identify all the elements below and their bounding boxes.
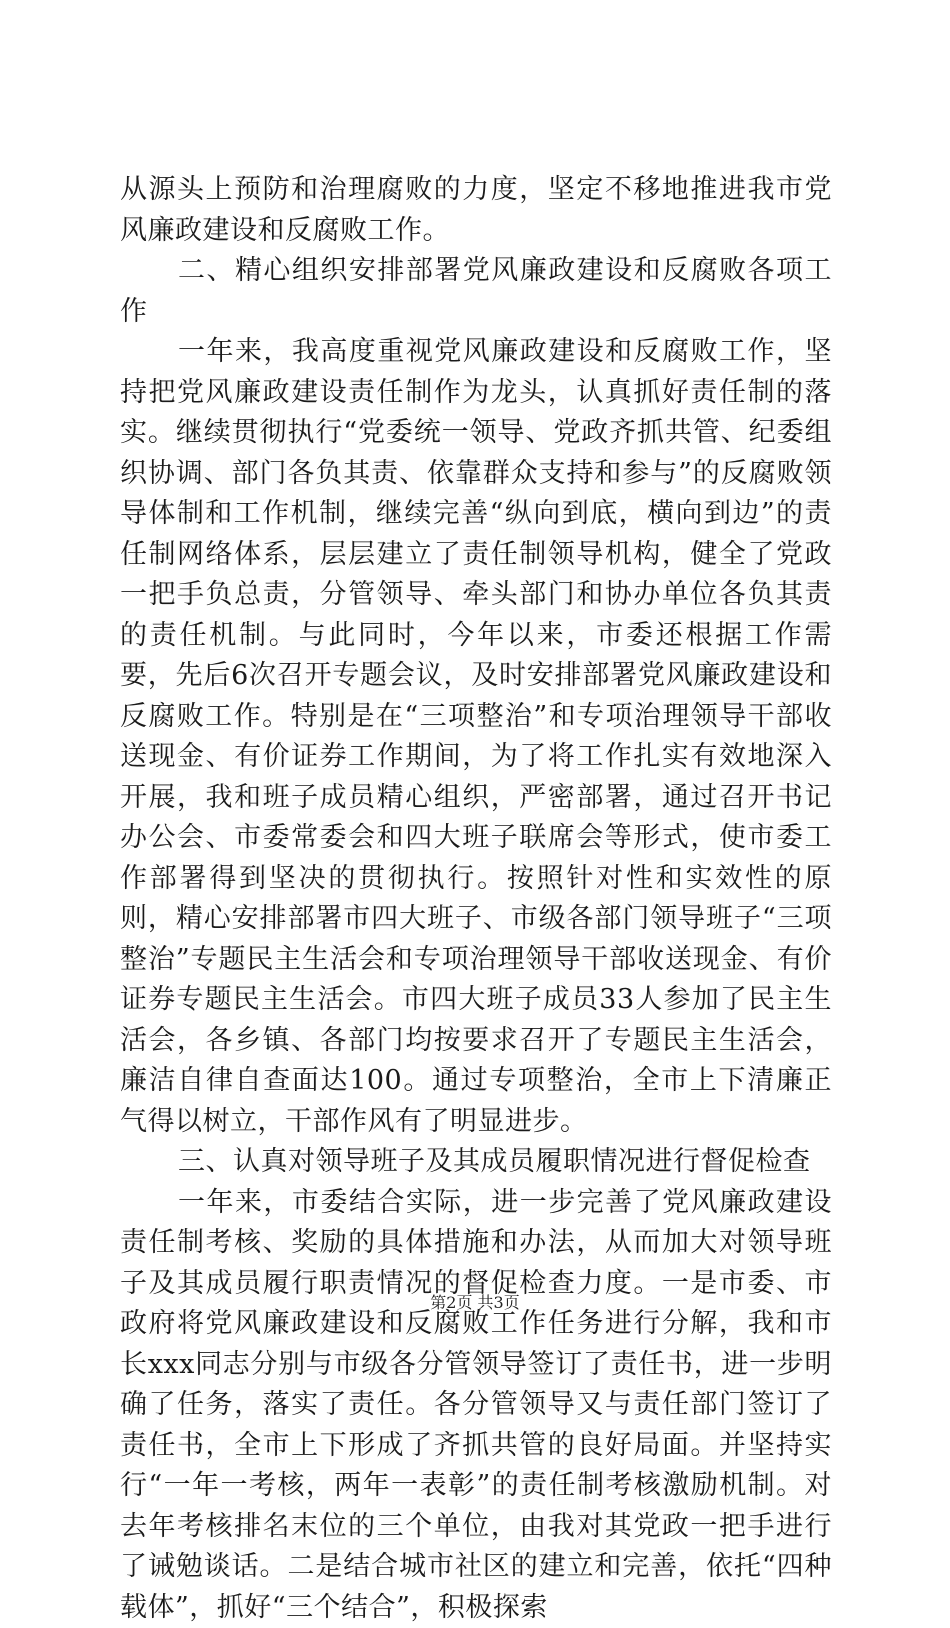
document-body — [120, 170, 832, 1628]
paragraph-continuation: 从源头上预防和治理腐败的力度，坚定不移地推进我市党风廉政建设和反腐败工作。 — [120, 170, 832, 251]
section-heading-2: 二、精心组织安排部署党风廉政建设和反腐败各项工作 — [120, 251, 832, 332]
paragraph-body-2: 一年来，我高度重视党风廉政建设和反腐败工作，坚持把党风廉政建设责任制作为龙头，认真抓好责任制的落实。继续贯彻执行“党委统一领导、党政齐抓共管、纪委组织协调、部门各负其责、依靠群众支持和参与”的反腐败领导体制和工作机制，继续完善“纵向到底，横向到边”的责任制网络体系，层层建立了责任制领导机构，健全了党政一把手负总责，分管领导、牵头部门和协办单位各负其责的责任机制。与此同时，今年以来，市委还根据工作需要，先后6次召开专题会议，及时安排部署党风廉政建设和反腐败工作。特别是在“三项整治”和专项治理领导干部收送现金、有价证券工作期间，为了将工作扎实有效地深入开展，我和班子成员精心组织，严密部署，通过召开书记办公会、市委常委会和四大班子联席会等形式，使市委工作部署得到坚决的贯彻执行。按照针对性和实效性的原则，精心安排部署市四大班子、市级各部门领导班子“三项整治”专题民主生活会和专项治理领导干部收送现金、有价证券专题民主生活会。市四大班子成员33人参加了民主生活会，各乡镇、各部门均按要求召开了专题民主生活会，廉洁自律自查面达100。通过专项整治，全市上下清廉正气得以树立，干部作风有了明显进步。 — [120, 332, 832, 1142]
paragraph-body-3: 一年来，市委结合实际，进一步完善了党风廉政建设责任制考核、奖励的具体措施和办法，从而加大对领导班子及其成员履行职责情况的督促检查力度。一是市委、市政府将党风廉政建设和反腐败工作任务进行分解，我和市长xxx同志分别与市级各分管领导签订了责任书，进一步明确了任务，落实了责任。各分管领导又与责任部门签订了责任书，全市上下形成了齐抓共管的良好局面。并坚持实行“一年一考核，两年一表彰”的责任制考核激励机制。对去年考核排名末位的三个单位，由我对其党政一把手进行了诫勉谈话。二是结合城市社区的建立和完善，依托“四种载体”，抓好“三个结合”，积极探索 — [120, 1183, 832, 1628]
section-heading-3: 三、认真对领导班子及其成员履职情况进行督促检查 — [120, 1142, 832, 1183]
page-footer: 第2页 共3页 — [0, 1290, 950, 1313]
